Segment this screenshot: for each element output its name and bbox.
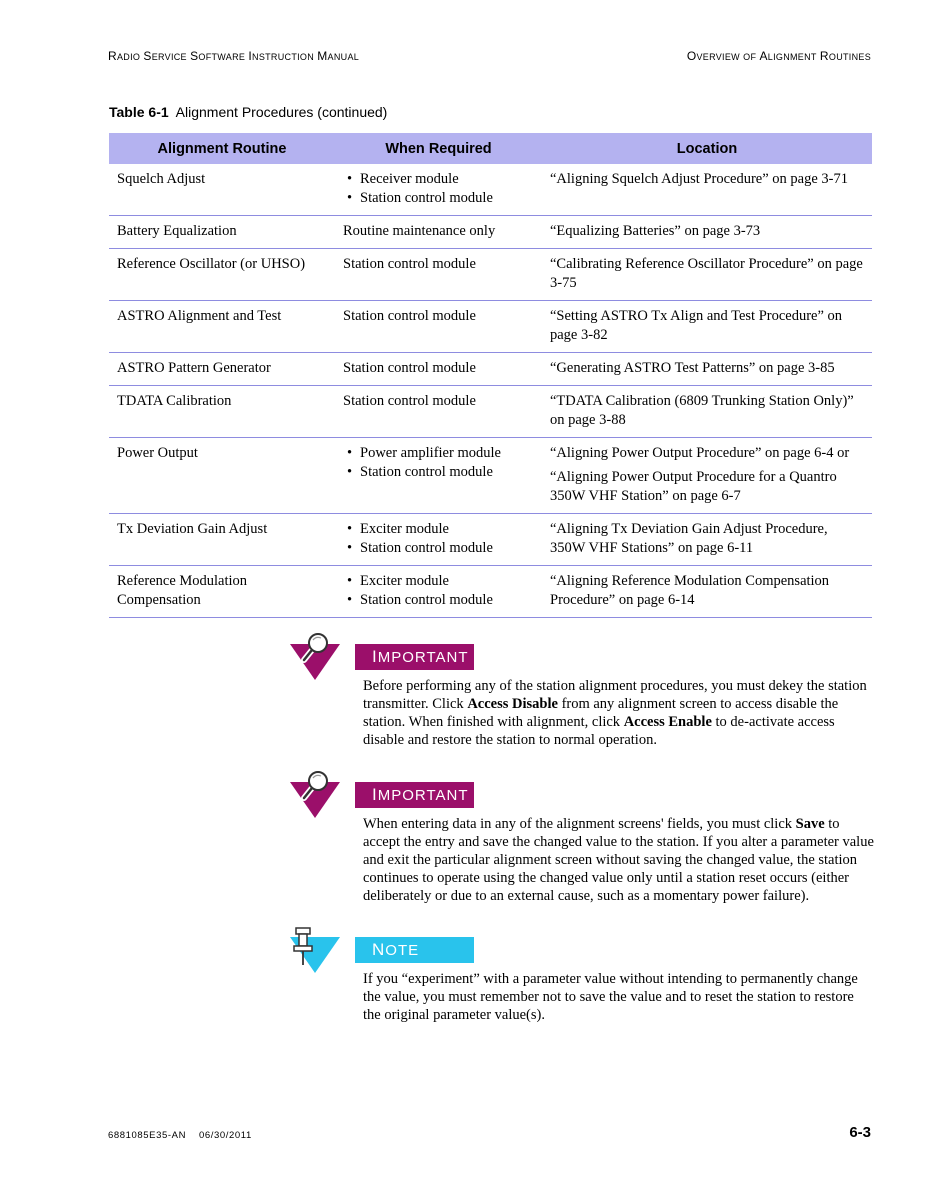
table-caption-text: Alignment Procedures (continued) (175, 104, 388, 120)
magnifier-icon (290, 770, 342, 822)
magnifier-icon (290, 632, 342, 684)
location-cell: “TDATA Calibration (6809 Trunking Station Only)” on page 3-88 (542, 386, 872, 438)
location-cell: “Equalizing Batteries” on page 3-73 (542, 216, 872, 249)
table-row (109, 353, 872, 386)
required-item: • Station control module (343, 189, 534, 208)
table-row (109, 438, 872, 514)
required-cell: Station control module (335, 249, 542, 301)
location-cell: “Aligning Tx Deviation Gain Adjust Procedure, 350W VHF Stations” on page 6-11 (542, 514, 872, 566)
running-header-left: RADIO SERVICE SOFTWARE INSTRUCTION MANUAL (108, 49, 360, 63)
save-term: Save (795, 816, 825, 832)
required-cell: Station control module (335, 353, 542, 386)
important-note-text: Before performing any of the station alignment procedures, you must dekey the station transmitter. Click Access Disable from any alignment screen to access disable the station. When finished with alignment, click Access Enable to de-activate access disable and restore the station to normal operation. (363, 678, 867, 748)
location-cell (542, 438, 872, 514)
column-header-alignment-routine: Alignment Routine (109, 133, 335, 164)
alignment-procedures-table (109, 133, 872, 618)
column-header-when-required: When Required (335, 133, 542, 164)
routine-cell: ASTRO Alignment and Test (109, 301, 335, 353)
note-text: If you “experiment” with a parameter value without intending to permanently change the value, you must remember not to save the value and to reset the station to restore the original parameter value(s). (363, 971, 858, 1023)
required-cell: Routine maintenance only (335, 216, 542, 249)
table-row (109, 514, 872, 566)
table-row (109, 566, 872, 618)
footer-doc-info (108, 1130, 252, 1141)
pushpin-icon (290, 925, 342, 977)
table-header-row (109, 133, 872, 164)
required-cell: Station control module (335, 301, 542, 353)
required-item: • Station control module (343, 591, 534, 610)
routine-cell: Power Output (109, 438, 335, 514)
required-item: • Station control module (343, 463, 534, 482)
required-item: • Exciter module (343, 572, 534, 591)
location-cell: “Aligning Squelch Adjust Procedure” on page 3-71 (542, 164, 872, 216)
column-header-location: Location (542, 133, 872, 164)
doc-date: 06/30/2011 (199, 1130, 252, 1141)
access-enable-term: Access Enable (623, 714, 712, 730)
doc-number: 6881085E35-AN (108, 1130, 187, 1141)
required-cell (335, 514, 542, 566)
running-header-right: OVERVIEW OF ALIGNMENT ROUTINES (686, 49, 871, 63)
table-row (109, 164, 872, 216)
routine-cell: Reference Oscillator (or UHSO) (109, 249, 335, 301)
important-note-text: When entering data in any of the alignment screens' fields, you must click Save to accept the entry and save the changed value to the station. If you alter a parameter value and exit the particular alignment screen without saving the changed value, the station continues to operate using the changed value only until a station reset occurs (either deliberately or due to an external cause, such as a momentary power failure). (363, 816, 874, 904)
required-item: • Power amplifier module (343, 444, 534, 463)
location-cell: “Generating ASTRO Test Patterns” on page 3-85 (542, 353, 872, 386)
routine-cell: Squelch Adjust (109, 164, 335, 216)
access-disable-term: Access Disable (467, 696, 558, 712)
required-cell (335, 164, 542, 216)
note-label: NOTE (355, 937, 474, 963)
routine-cell: Battery Equalization (109, 216, 335, 249)
required-item: • Receiver module (343, 170, 534, 189)
routine-cell: Reference Modulation Compensation (109, 566, 335, 618)
table-caption (109, 104, 387, 120)
required-cell (335, 566, 542, 618)
required-cell: Station control module (335, 386, 542, 438)
table-row (109, 249, 872, 301)
table-caption-label: Table 6-1 (109, 104, 169, 120)
required-item: • Exciter module (343, 520, 534, 539)
location-cell: “Calibrating Reference Oscillator Procedure” on page 3-75 (542, 249, 872, 301)
location-cell: “Setting ASTRO Tx Align and Test Procedure” on page 3-82 (542, 301, 872, 353)
routine-cell: Tx Deviation Gain Adjust (109, 514, 335, 566)
important-label: IMPORTANT (355, 782, 474, 808)
important-label: IMPORTANT (355, 644, 474, 670)
table-row (109, 216, 872, 249)
location-line: “Aligning Power Output Procedure” on page 6-4 or (550, 445, 850, 461)
location-cell: “Aligning Reference Modulation Compensation Procedure” on page 6-14 (542, 566, 872, 618)
table-row (109, 301, 872, 353)
routine-cell: TDATA Calibration (109, 386, 335, 438)
routine-cell: ASTRO Pattern Generator (109, 353, 335, 386)
page-number: 6-3 (849, 1124, 871, 1141)
location-line: “Aligning Power Output Procedure for a Quantro 350W VHF Station” on page 6-7 (550, 469, 837, 504)
required-cell (335, 438, 542, 514)
table-row (109, 386, 872, 438)
required-item: • Station control module (343, 539, 534, 558)
